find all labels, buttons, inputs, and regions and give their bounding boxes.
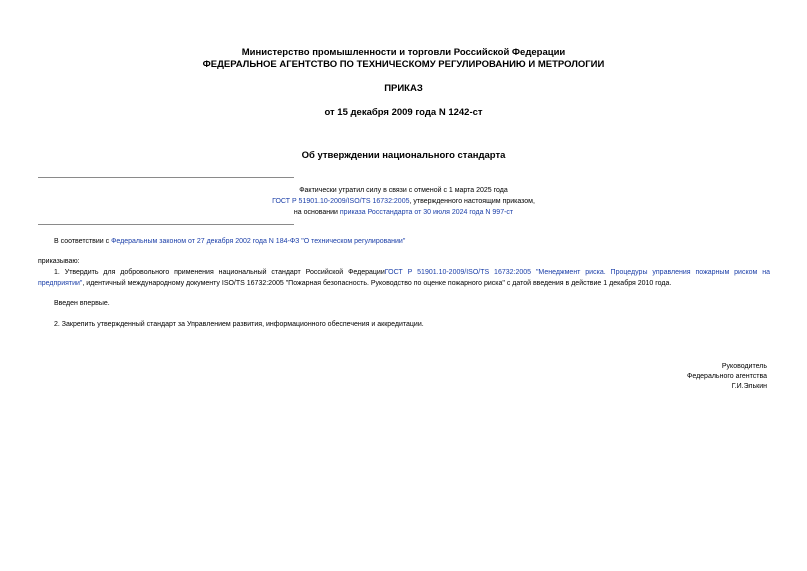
doc-type: ПРИКАЗ bbox=[384, 83, 423, 94]
item1-line1 bbox=[54, 268, 770, 278]
rosstandart-order-link[interactable]: приказа Росстандарта от 30 июля 2024 года N 997-ст bbox=[339, 209, 514, 216]
agency-heading: ФЕДЕРАЛЬНОЕ АГЕНТСТВО ПО ТЕХНИЧЕСКОМУ РЕГУЛИРОВАНИЮ И МЕТРОЛОГИИ bbox=[202, 59, 605, 70]
gost-link[interactable]: ГОСТ Р 51901.10-2009/ISO/TS 16732:2005 bbox=[272, 198, 410, 205]
doc-date-number: от 15 декабря 2009 года N 1242-ст bbox=[324, 107, 483, 118]
item1-rest: , идентичный международному документу ISO/TS 16732:2005 "Пожарная безопасность. Руководство по оценке пожарного риска" с датой введения в действие 1 декабря 2010 года. bbox=[82, 280, 672, 287]
gost-standard-link-cont[interactable]: предприятии" bbox=[38, 280, 83, 287]
ministry-heading: Министерство промышленности и торговли Российской Федерации bbox=[241, 47, 566, 58]
bottom-divider bbox=[38, 224, 294, 225]
status-note-line2-text: , утвержденного настоящим приказом, bbox=[409, 198, 535, 205]
preamble-prefix: В соответствии с bbox=[54, 238, 112, 245]
status-note-line3-prefix: на основании bbox=[293, 209, 340, 216]
status-note-line1: Фактически утратил силу в связи с отменой с 1 марта 2025 года bbox=[299, 187, 508, 194]
status-note-line3 bbox=[0, 208, 807, 218]
item1-prefix: 1. Утвердить для добровольного применения национальный стандарт Российской Федерации bbox=[54, 269, 385, 276]
item1-line2 bbox=[38, 279, 774, 289]
first-time-note: Введен впервые. bbox=[54, 300, 110, 307]
preamble bbox=[54, 237, 774, 247]
top-divider bbox=[38, 177, 294, 178]
gost-standard-link[interactable]: ГОСТ Р 51901.10-2009/ISO/TS 16732:2005 "Менеджмент риска. Процедуры управления пожарным риском на bbox=[384, 269, 770, 276]
order-word: приказываю: bbox=[38, 258, 80, 265]
signature-role2: Федерального агентства bbox=[687, 373, 767, 380]
doc-title: Об утверждении национального стандарта bbox=[301, 150, 506, 161]
item2: 2. Закрепить утвержденный стандарт за Управлением развития, информационного обеспечения и аккредитации. bbox=[54, 321, 424, 328]
federal-law-link[interactable]: Федеральным законом от 27 декабря 2002 года N 184-ФЗ "О техническом регулировании" bbox=[111, 238, 406, 245]
signature-name: Г.И.Элькин bbox=[731, 383, 767, 390]
status-note-line2 bbox=[0, 197, 807, 207]
signature-role1: Руководитель bbox=[721, 363, 767, 370]
